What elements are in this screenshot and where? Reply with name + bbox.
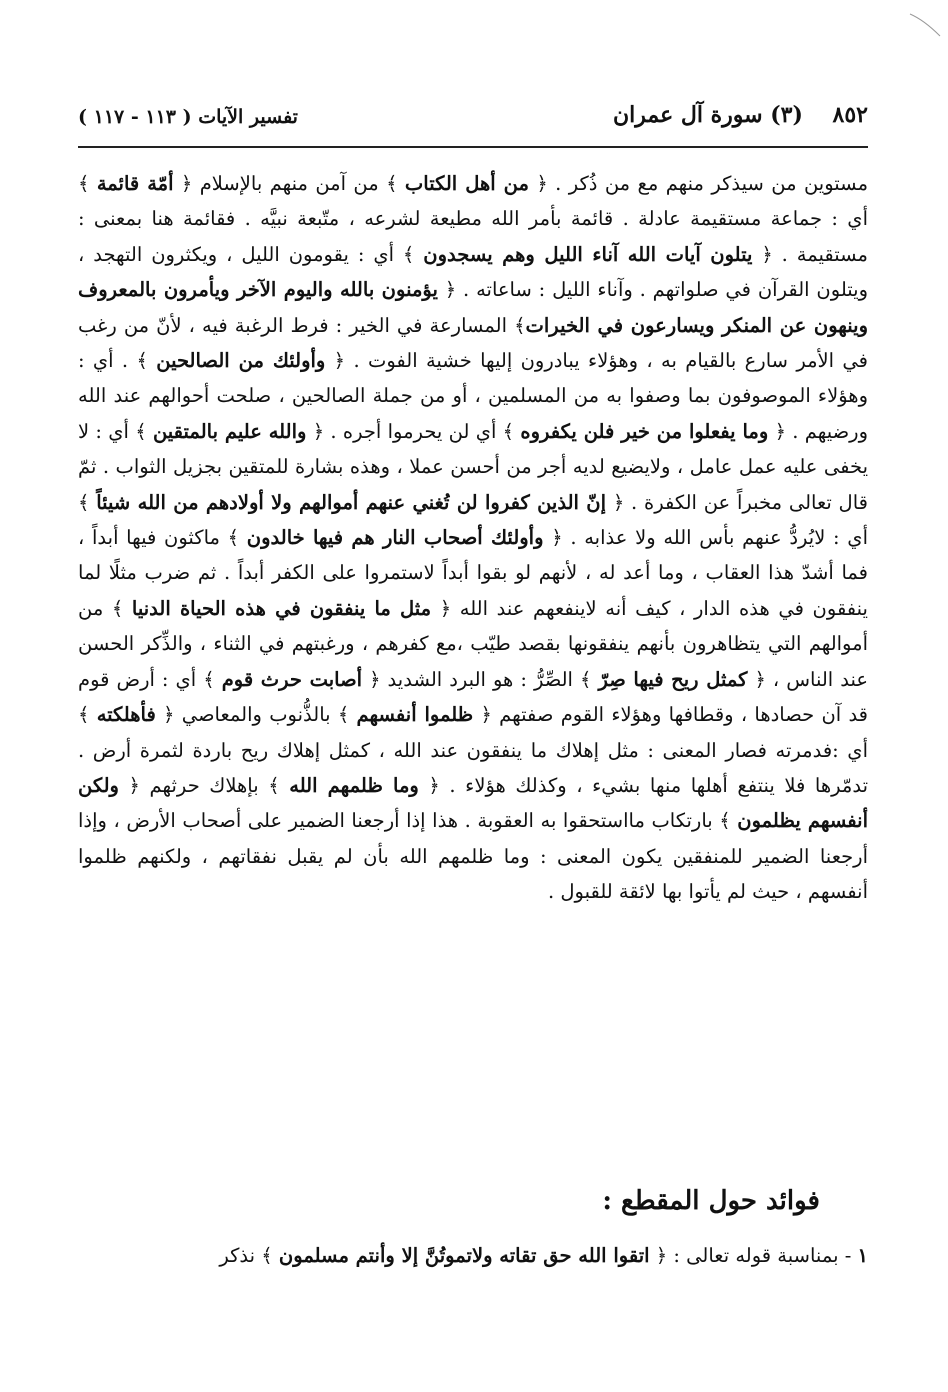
tafsir-body: [78, 166, 868, 910]
note-paragraph: [78, 1238, 868, 1273]
note-text: ١ - بمناسبة قوله تعالى : ﴿ اتقوا الله حق تقاته ولاتموتُنَّ إلا وأنتم مسلمون ﴾ نذكر: [219, 1244, 868, 1267]
surah-title: (٣) سورة آل عمران: [612, 102, 803, 128]
tafsir-paragraph: مستوين من سيذكر منهم مع من ذُكر . ﴿ من أهل الكتاب ﴾ من آمن منهم بالإسلام ﴿ أمّة قائمة ﴾ أي : جماعة مستقيمة عادلة . قائمة بأمر الله مطيعة لشرعه ، متّبعة نبيَّه . فقائمة هنا بمعنى : مستقيمة . ﴿ يتلون آيات الله آناء الليل وهم يسجدون ﴾ أي : يقومون الليل ، ويكثرون التهجد ، ويتلون القرآن في صلواتهم . وآناء الليل : ساعاته . ﴿ يؤمنون بالله واليوم الآخر ويأمرون بالمعروف وينهون عن المنكر ويسارعون في الخيرات﴾ المسارعة في الخير : فرط الرغبة فيه ، لأنّ من رغب في الأمر سارع بالقيام به ، وهؤلاء يبادرون إليها خشية الفوت . ﴿ وأولئك من الصالحين ﴾ . أي : وهؤلاء الموصوفون بما وصفوا به من المسلمين ، أو من جملة الصالحين ، صلحت أحوالهم عند الله ورضيهم . ﴿ وما يفعلوا من خير فلن يكفروه ﴾ أي لن يحرموا أجره . ﴿ والله عليم بالمتقين ﴾ أي : لا يخفى عليه عمل عامل ، ولايضيع لديه أجر من أحسن عملا ، وهذه بشارة للمتقين بجزيل الثواب . ثمّ قال تعالى مخبراً عن الكفرة . ﴿ إنّ الذين كفروا لن تُغني عنهم أموالهم ولا أولادهم من الله شيئاً ﴾ أي : لايُردُّ عنهم بأس الله ولا عذابه . ﴿ وأولئك أصحاب النار هم فيها خالدون ﴾ ماكثون فيها أبداً ، فما أشدّ هذا العقاب ، وما أعد له ، لأنهم لو بقوا أبداً لاستمروا على الكفر أبداً . ثم ضرب مثلًا لما ينفقون في هذه الدار ، كيف أنه لاينفعهم عند الله ﴿ مثل ما ينفقون في هذه الحياة الدنيا ﴾ من أموالهم التي يتظاهرون بأنهم ينفقونها بقصد طيّب ،مع كفرهم ، ورغبتهم في الثناء ، والذِّكر الحسن عند الناس ، ﴿ كمثل ريح فيها صِرّ ﴾ الصِّرُّ : هو البرد الشديد ﴿ أصابت حرث قوم ﴾ أي : أرض قوم قد آن حصادها ، وقطافها وهؤلاء القوم صفتهم ﴿ ظلموا أنفسهم ﴾ بالذُّنوب والمعاصي ﴿ فأهلكته ﴾ أي :فدمرته فصار المعنى : مثل إهلاك ما ينفقون عند الله ، كمثل إهلاك ريح باردة لثمرة أرض . تدمّرها فلا ينتفع أهلها منها بشيء ، وكذلك هؤلاء . ﴿ وما ظلمهم الله ﴾ بإهلاك حرثهم ﴿ ولكن أنفسهم يظلمون ﴾ بارتكاب مااستحقوا به العقوبة . هذا إذا أرجعنا الضمير على أصحاب الأرض ، وإذا أرجعنا الضمير للمنفقين يكون المعنى : وما ظلمهم الله بأن لم يقبل نفقاتهم ، ولكنهم ظلموا أنفسهم ، حيث لم يأتوا بها لائقة للقبول .: [78, 172, 869, 904]
section-heading: فوائد حول المقطع :: [602, 1186, 820, 1216]
page-corner-mark: [908, 10, 942, 40]
running-header: [78, 98, 868, 140]
header-right: [613, 102, 868, 128]
page-number: ٨٥٢: [832, 102, 868, 128]
verses-title: تفسير الآيات ( ١١٣ - ١١٧ ): [78, 106, 298, 128]
header-rule: [78, 146, 868, 148]
